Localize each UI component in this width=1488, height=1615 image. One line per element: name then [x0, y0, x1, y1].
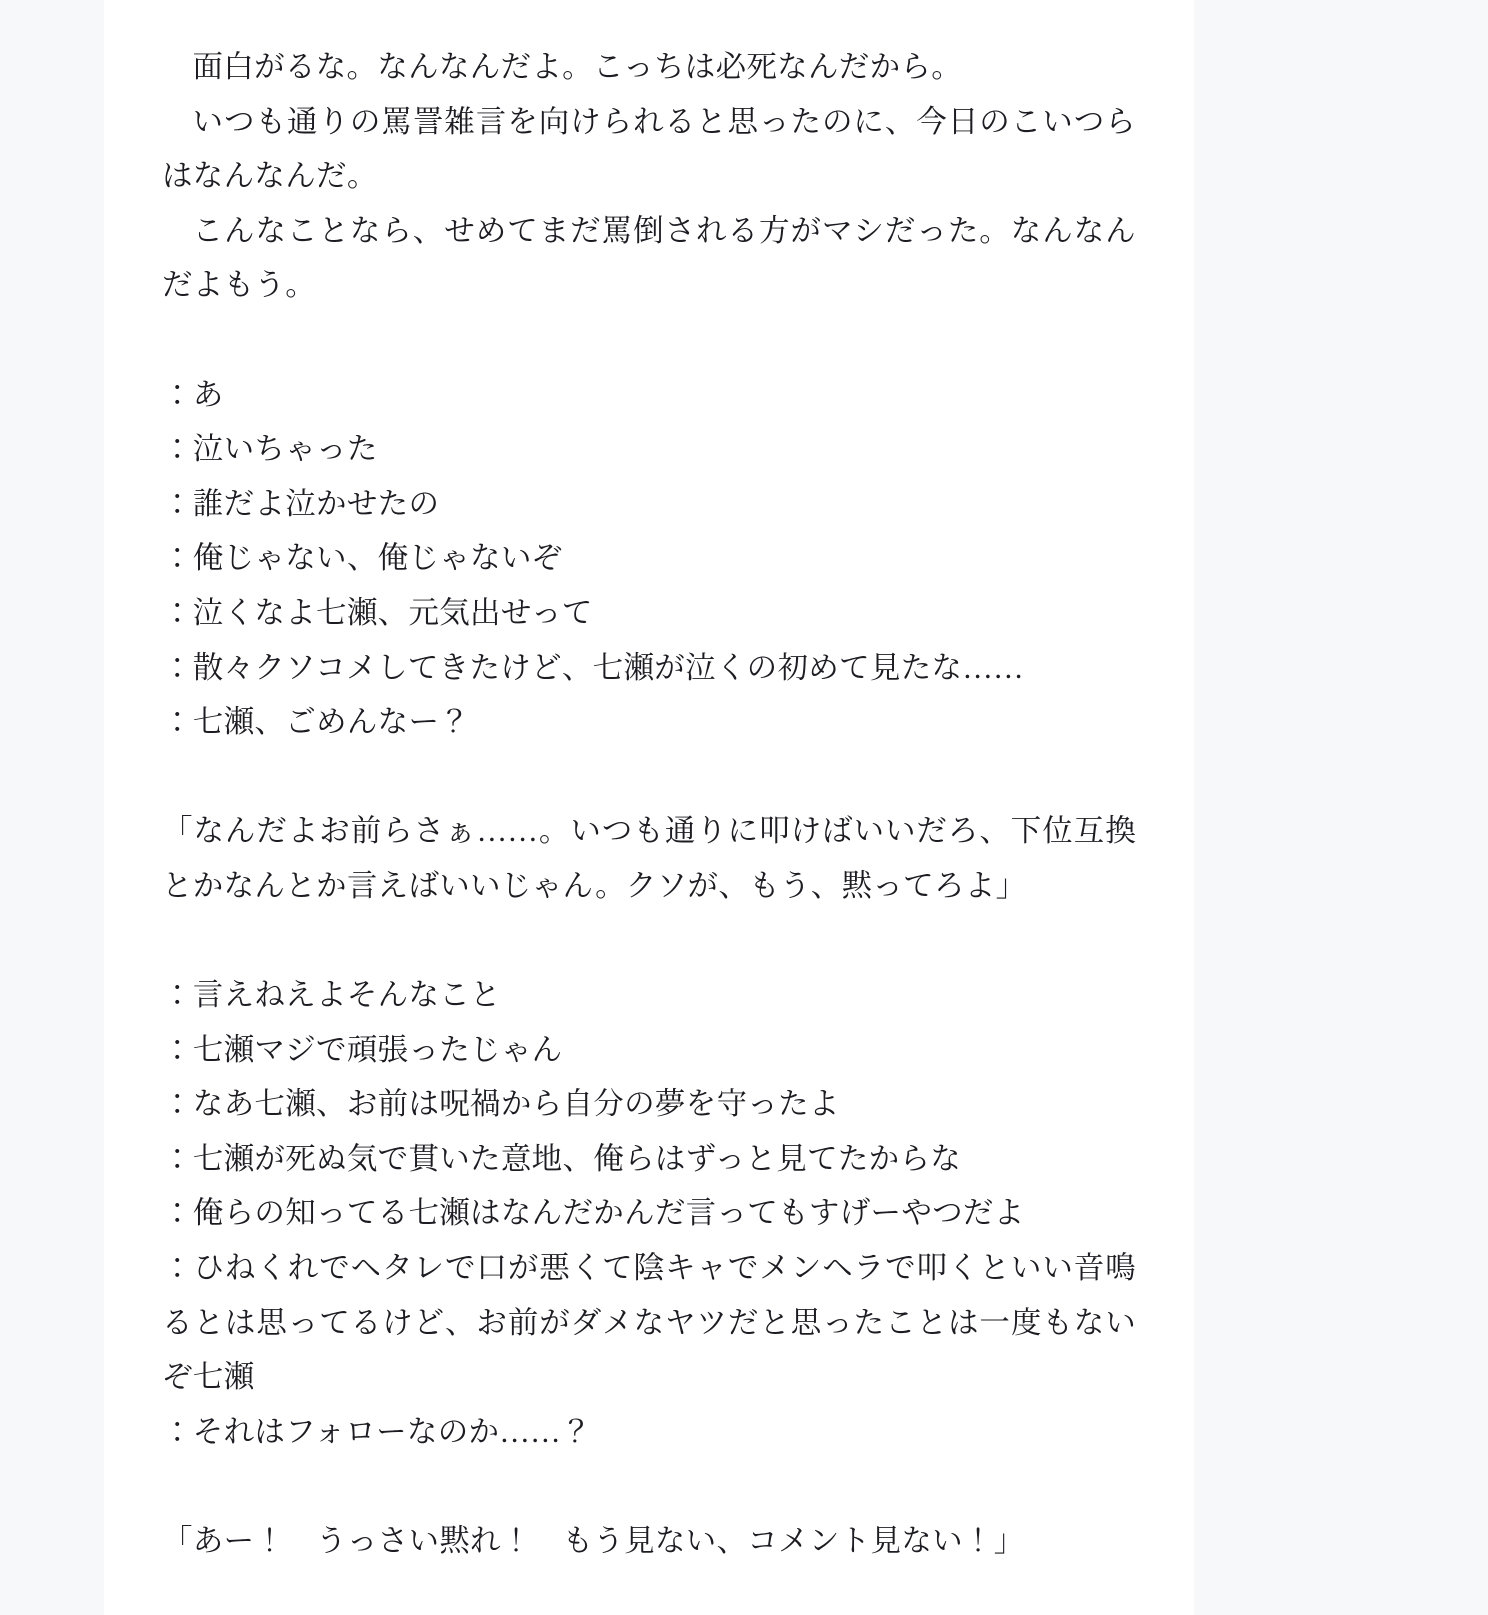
blank-line: [162, 914, 1136, 969]
text-line: ：ひねくれでヘタレで口が悪くて陰キャでメンヘラで叩くといい音鳴るとは思ってるけど、お前がダメなヤツだと思ったことは一度もないぞ七瀬: [162, 1251, 1136, 1395]
text-line: ：言えねえよそんなこと: [162, 978, 501, 1013]
text-line: 「なんだよお前らさぁ……。いつも通りに叩けばいいだろ、下位互換とかなんとか言えばいいじゃん。クソが、もう、黙ってろよ」: [162, 814, 1136, 903]
blank-line: [162, 750, 1136, 805]
document-sheet: [104, 0, 1194, 1615]
text-line: ：泣いちゃった: [162, 432, 378, 467]
paragraph: 面白がるな。なんなんだよ。こっちは必死なんだから。: [192, 50, 963, 84]
text-line: ：七瀬マジで頑張ったじゃん: [162, 1032, 563, 1067]
text-line: ：誰だよ泣かせたの: [162, 486, 440, 521]
text-line: ：あ: [162, 377, 224, 412]
blank-line: [162, 313, 1136, 368]
text-line: ：七瀬が死ぬ気で貫いた意地、俺らはずっと見てたからな: [162, 1141, 962, 1176]
paragraph: いつも通りの罵詈雑言を向けられると思ったのに、今日のこいつらはなんなんだ。: [162, 104, 1136, 194]
paragraph: こんなことなら、せめてまだ罵倒される方がマシだった。なんなんだよもう。: [162, 213, 1136, 303]
text-line: ：それはフォローなのか……？: [162, 1414, 592, 1449]
text-line: ：泣くなよ七瀬、元気出せって: [162, 595, 593, 630]
text-line: ：俺らの知ってる七瀬はなんだかんだ言ってもすげーやつだよ: [162, 1196, 1025, 1231]
novel-text-body: [162, 40, 1136, 1569]
text-line: 「あー！ うっさい黙れ！ もう見ない、コメント見ない！」: [162, 1524, 1025, 1559]
text-line: ：七瀬、ごめんなー？: [162, 705, 471, 740]
text-line: ：散々クソコメしてきたけど、七瀬が泣くの初めて見たな……: [162, 650, 1024, 685]
blank-line: [162, 1459, 1136, 1514]
text-line: ：俺じゃない、俺じゃないぞ: [162, 541, 563, 576]
text-line: ：なあ七瀬、お前は呪禍から自分の夢を守ったよ: [162, 1087, 840, 1122]
